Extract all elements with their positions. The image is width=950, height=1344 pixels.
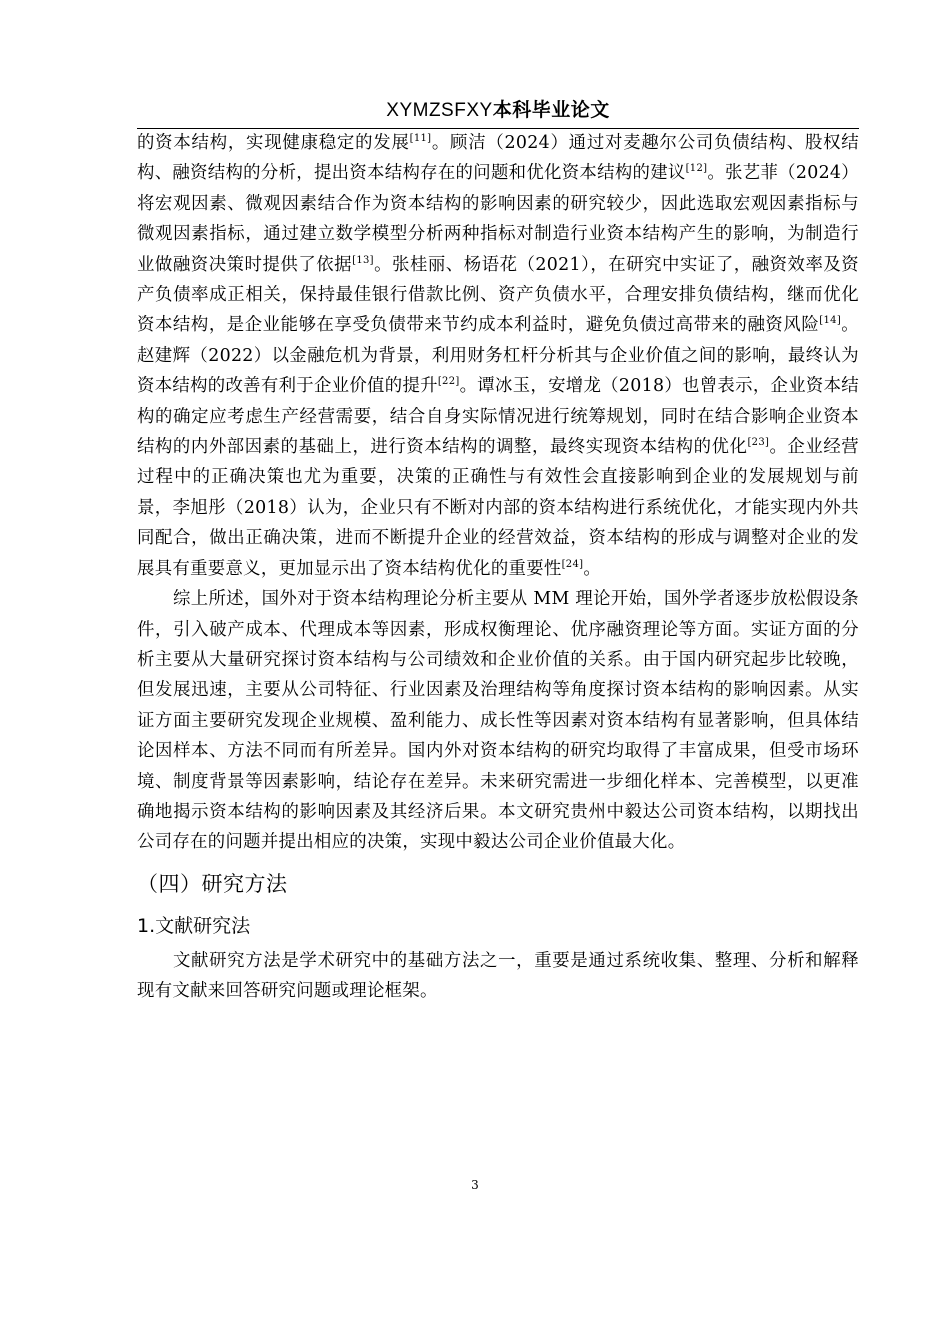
paragraph-text-segment: 。张艺菲（2024）将宏观因素、微观因素结合作为资本结构的影响因素的研究较少，因此选取宏观因素指标与微观因素指标，通过建立数学模型分析两种指标对制造行业资本结构产生的影响，为制造行业做融资决策时提供了依据: [137, 163, 859, 275]
citation-superscript: [11]: [409, 133, 432, 144]
section-heading-research-methods: （四）研究方法: [137, 871, 288, 896]
page-number: 3: [471, 1178, 479, 1192]
citation-superscript: [24]: [561, 558, 584, 570]
paragraph-text-segment: 。赵建辉（2022）以金融危机为背景，利用财务杠杆分析其与企业价值之间的影响，最终认为资本结构的改善有利于企业价值的提升: [137, 315, 859, 397]
paragraph-text-segment: 。顾洁（2024）通过对麦趣尔公司负债结构、股权结构、融资结构的分析，提出资本结构存在的问题和优化资本结构的建议: [137, 133, 859, 184]
citation-superscript: [12]: [685, 163, 708, 175]
citation-superscript: [13]: [352, 254, 374, 266]
paragraph-summary: 综上所述，国外对于资本结构理论分析主要从 MM 理论开始，国外学者逐步放松假设条件，引入破产成本、代理成本等因素，形成权衡理论、优序融资理论等方面。实证方面的分析主要从大量研究探讨资本结构与公司绩效和企业价值的关系。由于国内研究起步比较晚，但发展迅速，主要从公司特征、行业因素及治理结构等角度探讨资本结构的影响因素。从实证方面主要研究发现企业规模、盈利能力、成长性等因素对资本结构有显著影响，但具体结论因样本、方法不同而有所差异。国内外对资本结构的研究均取得了丰富成果，但受市场环境、制度背景等因素影响，结论存在差异。未来研究需进一步细化样本、完善模型，以更准确地揭示资本结构的影响因素及其经济后果。本文研究贵州中毅达公司资本结构，以期找出公司存在的问题并提出相应的决策，实现中毅达公司企业价值最大化。: [137, 589, 859, 853]
page-header: [137, 96, 859, 129]
citation-superscript: [22]: [437, 376, 460, 388]
header-title-latin: XYMZSFXY: [386, 100, 493, 121]
paragraph-text-segment: 。: [583, 558, 602, 579]
citation-superscript: [23]: [747, 437, 770, 449]
paragraph-text-segment: 。张桂丽、杨语花（2021），在研究中实证了，融资效率及资产负债率成正相关，保持最佳银行借款比例、资产负债水平，合理安排负债结构，继而优化资本结构，是企业能够在享受负债带来节约成本利益时，避免负债过高带来的融资风险: [137, 254, 860, 336]
subsection-heading-literature-method: 1.文献研究法: [137, 914, 251, 937]
citation-superscript: [14]: [819, 315, 842, 327]
body-text: [137, 128, 859, 1007]
paragraph-literature-method: 文献研究方法是学术研究中的基础方法之一，重要是通过系统收集、整理、分析和解释现有文献来回答研究问题或理论框架。: [137, 950, 859, 1002]
header-title-cjk: 本科毕业论文: [492, 99, 610, 121]
paragraph-text-segment: 。谭冰玉，安增龙（2018）也曾表示，企业资本结构的确定应考虑生产经营需要，结合自身实际情况进行统筹规划，同时在结合影响企业资本结构的内外部因素的基础上，进行资本结构的调整，最终实现资本结构的优化: [137, 376, 859, 458]
paragraph-text-segment: 的资本结构，实现健康稳定的发展: [137, 133, 410, 153]
paragraph-text-segment: 。企业经营过程中的正确决策也尤为重要，决策的正确性与有效性会直接影响到企业的发展规划与前景，李旭彤（2018）认为，企业只有不断对内部的资本结构进行系统优化，才能实现内外共同配合，做出正确决策，进而不断提升企业的经营效益，资本结构的形成与调整对企业的发展具有重要意义，更加显示出了资本结构优化的重要性: [137, 437, 859, 579]
paragraph-literature-review-domestic: [137, 128, 859, 584]
